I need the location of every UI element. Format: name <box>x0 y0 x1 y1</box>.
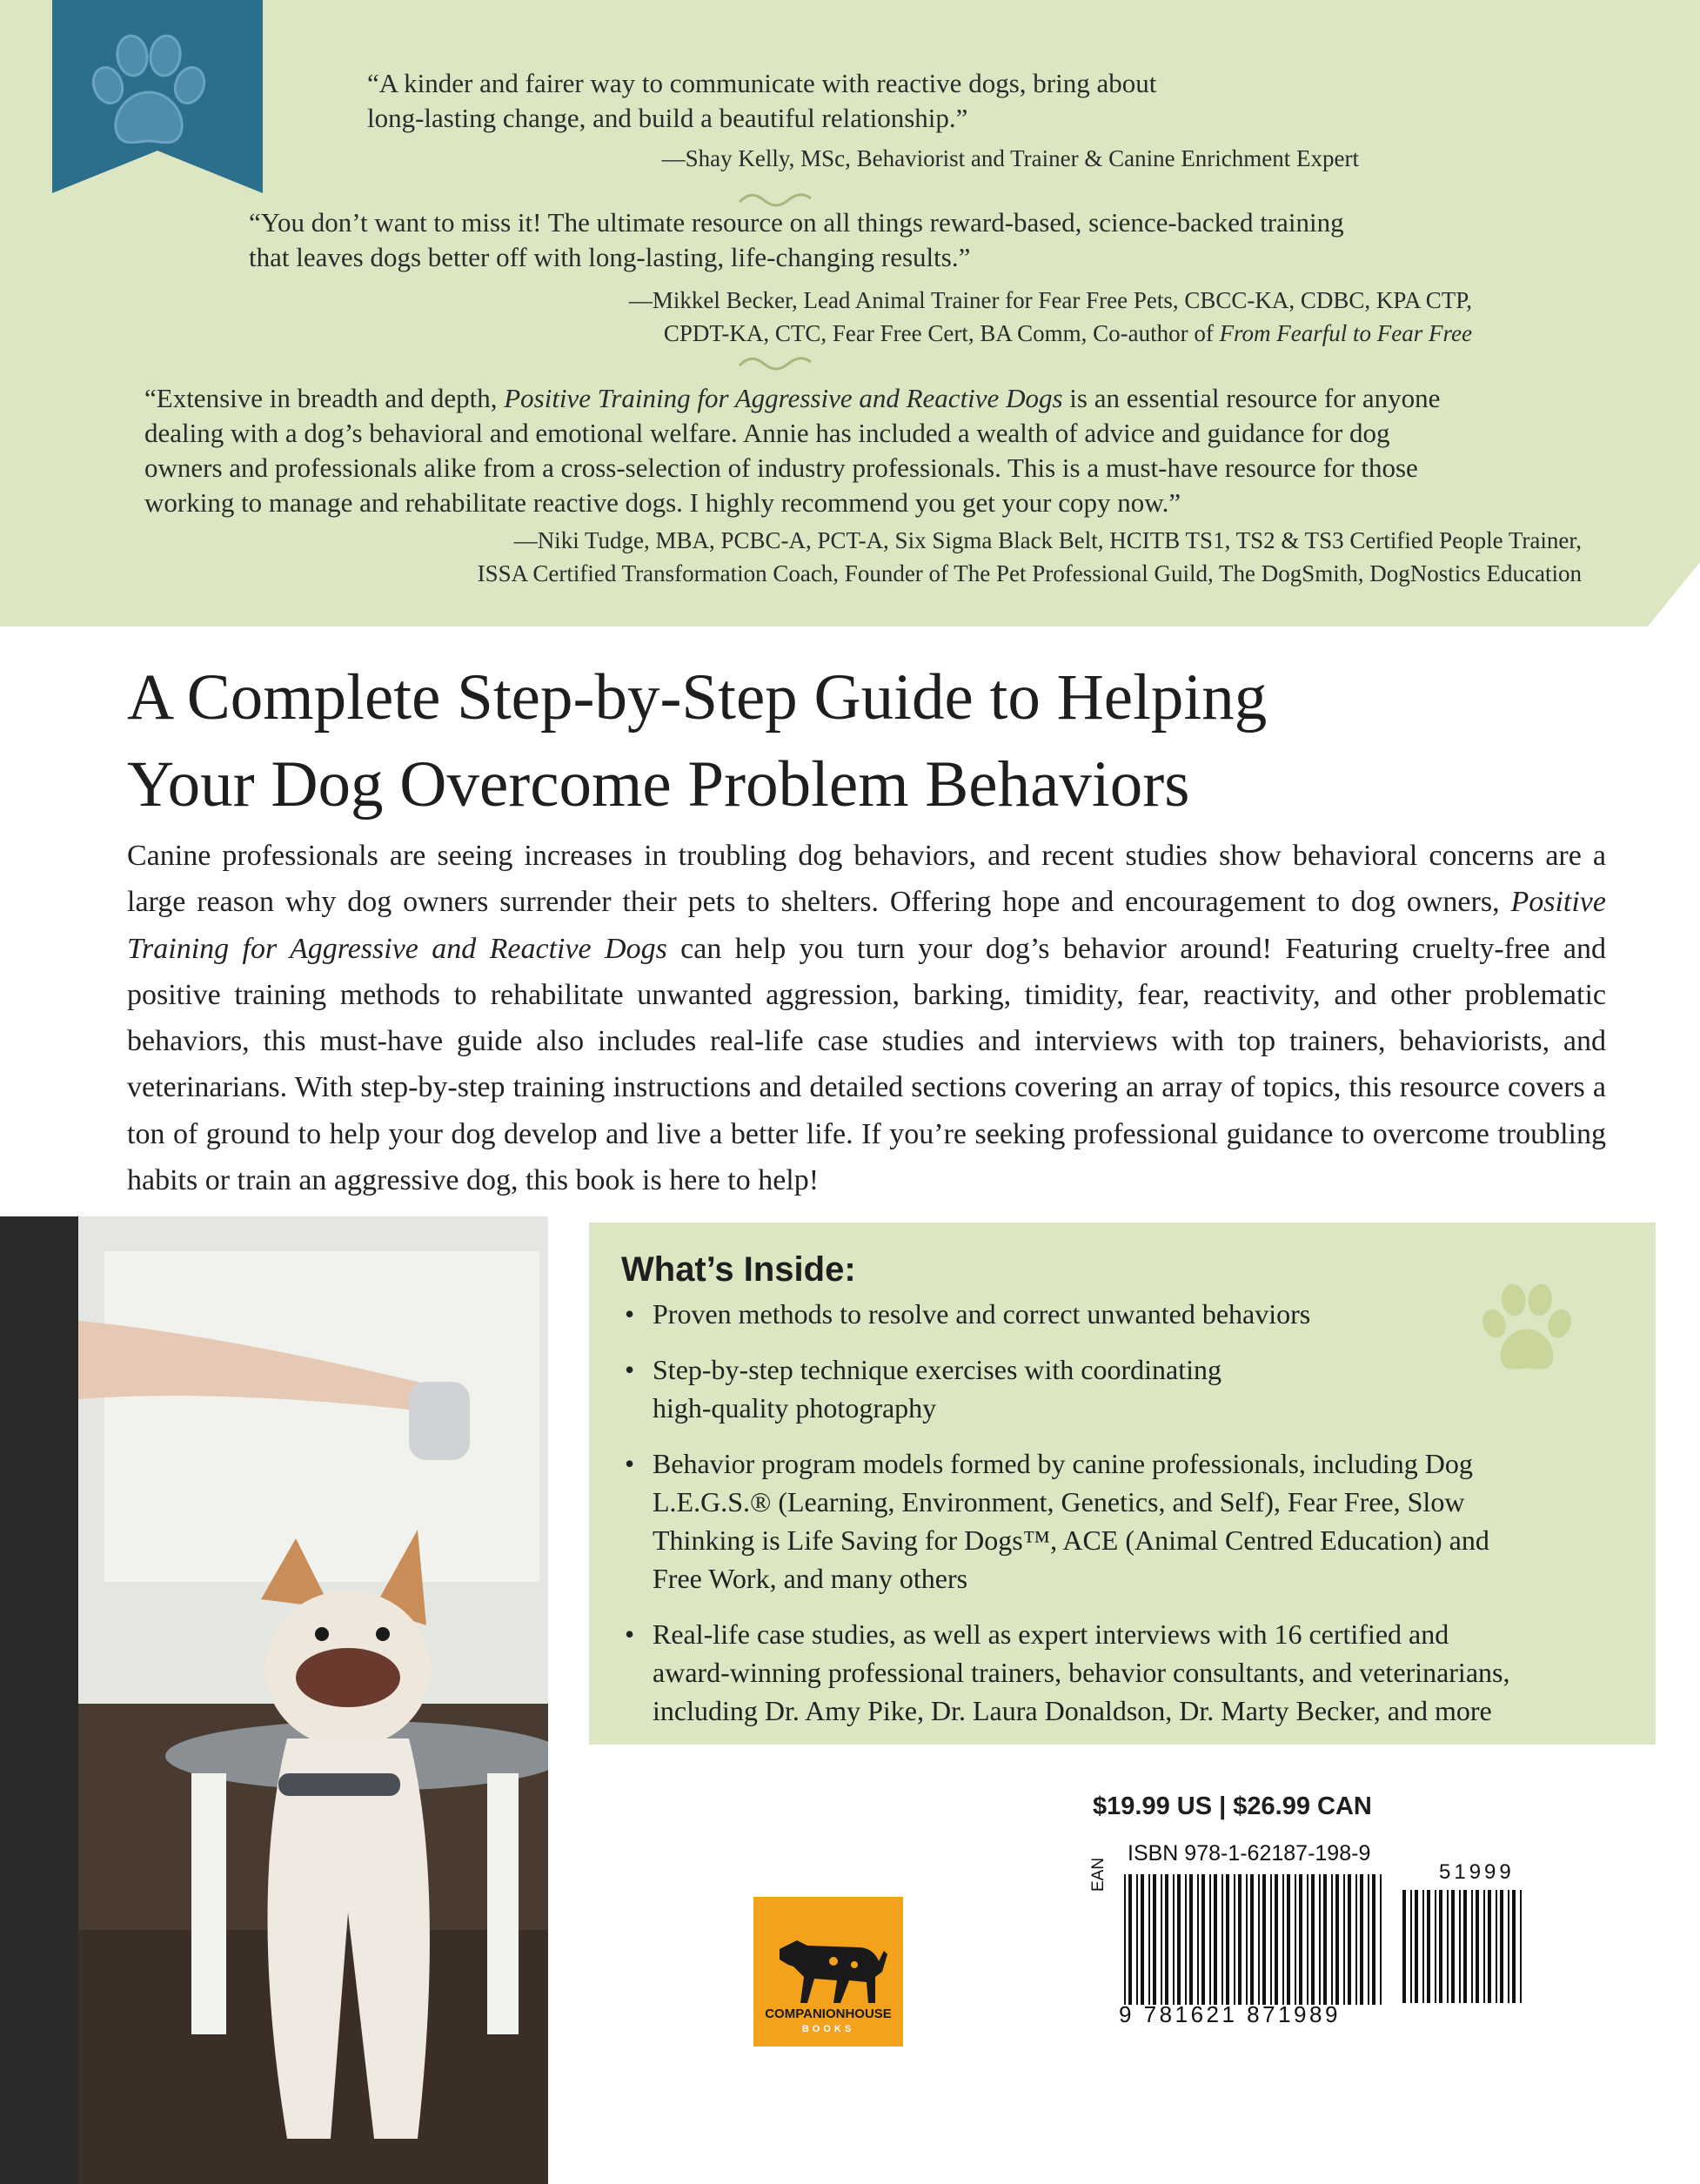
isbn-label: ISBN 978-1-62187-198-9 <box>1128 1841 1371 1866</box>
list-item <box>621 1350 1630 1427</box>
price-code: 51999 <box>1439 1860 1515 1884</box>
quote-2 <box>249 205 1554 275</box>
list-item <box>621 1615 1630 1730</box>
list-item <box>621 1444 1630 1598</box>
publisher-name: COMPANIONHOUSE <box>765 2006 892 2021</box>
quote-3-attribution-line-2: ISSA Certified Transformation Coach, Founder of The Pet Professional Guild, The DogSmith, DogNostics Education <box>477 560 1582 586</box>
description-part-1: Canine professionals are seeing increases in troubling dog behaviors, and recent studies show behavioral concerns are a large reason why dog owners surrender their pets to shelters. Offering hope and encouragement to dog owners, <box>127 840 1606 919</box>
list-item-line: Real-life case studies, as well as expert interviews with 16 certified and <box>653 1618 1449 1650</box>
paw-print-icon <box>84 31 214 153</box>
price-label: $19.99 US | $26.99 CAN <box>1093 1792 1372 1820</box>
list-item-line: award-winning professional trainers, behavior consultants, and veterinarians, <box>653 1657 1510 1688</box>
list-item-line: Free Work, and many others <box>653 1563 968 1594</box>
list-item-line: L.E.G.S.® (Learning, Environment, Genetics, and Self), Fear Free, Slow <box>653 1486 1465 1517</box>
quote-3-attribution-line-1: —Niki Tudge, MBA, PCBC-A, PCT-A, Six Sigma Black Belt, HCITB TS1, TS2 & TS3 Certified People Trainer, <box>513 527 1582 553</box>
barcode-addon-bars <box>1402 1890 1524 2003</box>
quote-2-line-1: “You don’t want to miss it! The ultimate resource on all things reward-based, science-backed training <box>249 207 1344 238</box>
headline <box>127 654 1623 828</box>
quote-3-line-4: working to manage and rehabilitate reactive dogs. I highly recommend you get your copy now.” <box>144 487 1181 518</box>
quote-2-attribution <box>348 284 1472 350</box>
quote-3-book-title: Positive Training for Aggressive and Reactive Dogs <box>504 383 1063 413</box>
description-paragraph <box>127 833 1606 1203</box>
quote-2-attribution-line-1: —Mikkel Becker, Lead Animal Trainer for Fear Free Pets, CBCC-KA, CDBC, KPA CTP, <box>628 287 1472 313</box>
list-item-line: Proven methods to resolve and correct unwanted behaviors <box>653 1298 1311 1330</box>
quote-2-line-2: that leaves dogs better off with long-lasting, life-changing results.” <box>249 242 971 272</box>
quote-3-line-1 <box>144 381 1641 416</box>
quote-3-line-2: dealing with a dog’s behavioral and emotional welfare. Annie has included a wealth of advice and guidance for dog <box>144 418 1390 448</box>
list-item-line: high-quality photography <box>653 1392 937 1424</box>
dog-photo <box>0 1216 548 2184</box>
quote-2-attribution-line-2 <box>348 317 1472 350</box>
list-item-line: Thinking is Life Saving for Dogs™, ACE (Animal Centred Education) and <box>653 1524 1489 1556</box>
whats-inside-title: What’s Inside: <box>621 1250 856 1289</box>
quote-3-prefix: “Extensive in breadth and depth, <box>144 383 505 413</box>
quote-2-book-title: From Fearful to Fear Free <box>1219 320 1472 346</box>
barcode <box>1089 1839 1528 2040</box>
quote-3-attribution <box>261 524 1582 590</box>
panel-notch <box>1648 562 1700 626</box>
publisher-sub: BOOKS <box>801 2024 855 2034</box>
barcode-digits: 9 781621 871989 <box>1119 2001 1341 2027</box>
quote-1-line-2: long-lasting change, and build a beautiful relationship.” <box>367 103 968 133</box>
divider-squiggle <box>736 353 814 374</box>
quote-1 <box>367 66 1411 136</box>
list-item-line: Step-by-step technique exercises with coordinating <box>653 1354 1222 1385</box>
description-part-2: can help you turn your dog’s behavior around! Featuring cruelty-free and positive training methods to rehabilitate unwanted aggression, barking, timidity, fear, reactivity, and other problematic behaviors, this must-have guide also includes real-life case studies and interviews with top trainers, behaviorists, and veterinarians. With step-by-step training instructions and detailed sections covering an array of topics, this resource covers a ton of ground to help your dog develop and live a better life. If you’re seeking professional guidance to overcome troubling habits or train an aggressive dog, this book is here to help! <box>127 932 1606 1197</box>
headline-line-1: A Complete Step-by-Step Guide to Helping <box>127 661 1268 734</box>
quote-1-attribution <box>348 142 1359 175</box>
description-book-title: Positive Training for Aggressive and Reactive Dogs <box>127 886 1606 965</box>
list-item-line: including Dr. Amy Pike, Dr. Laura Donaldson, Dr. Marty Becker, and more <box>653 1695 1492 1726</box>
publisher-logo <box>753 1897 903 2047</box>
list-item <box>621 1295 1630 1333</box>
quote-1-line-1: “A kinder and fairer way to communicate with reactive dogs, bring about <box>367 68 1157 98</box>
whats-inside-list <box>621 1295 1630 1747</box>
quote-1-attribution-line: —Shay Kelly, MSc, Behaviorist and Trainer & Canine Enrichment Expert <box>661 145 1359 171</box>
dog-photo-illustration <box>0 1216 548 2184</box>
quote-3-line-3: owners and professionals alike from a cross-selection of industry professionals. This is a must-have resource for those <box>144 452 1418 483</box>
quote-3 <box>144 381 1641 520</box>
quote-2-attribution-prefix: CPDT-KA, CTC, Fear Free Cert, BA Comm, Co-author of <box>663 320 1220 346</box>
barcode-bars <box>1124 1874 1385 2005</box>
list-item-line: Behavior program models formed by canine professionals, including Dog <box>653 1448 1473 1479</box>
ean-label: EAN <box>1089 1857 1108 1892</box>
quote-3-suffix: is an essential resource for anyone <box>1062 383 1441 413</box>
headline-line-2: Your Dog Overcome Problem Behaviors <box>127 748 1190 821</box>
